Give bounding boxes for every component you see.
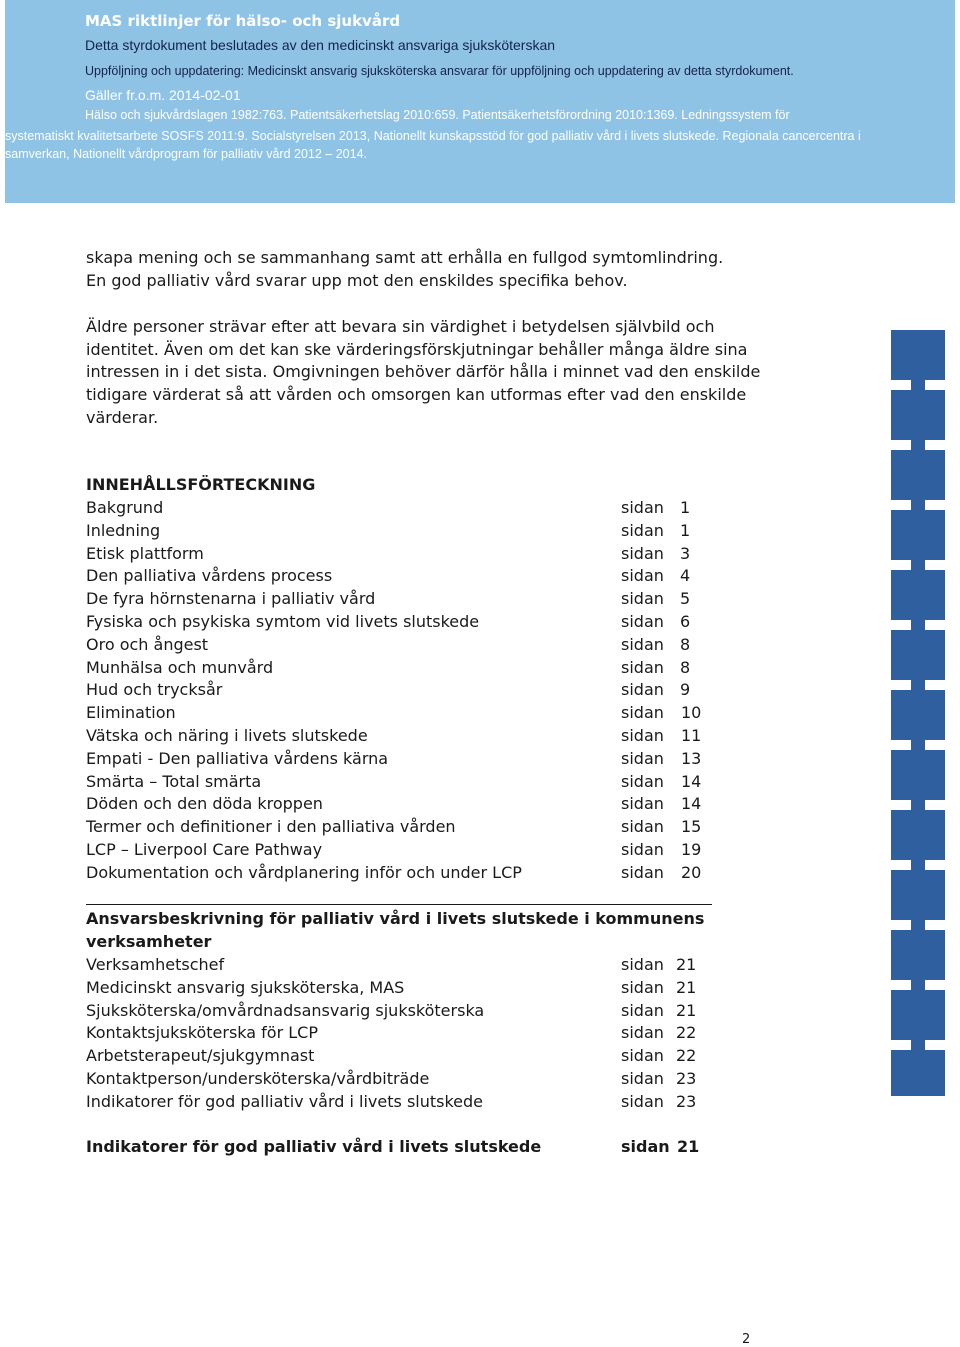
decoration-block	[891, 330, 945, 380]
toc-entry	[86, 1046, 726, 1068]
entry-page: 13	[681, 748, 702, 768]
entry-sidan: sidan	[621, 977, 664, 997]
intro-line: tidigare värderat så att vården och omsorgen kan utformas efter vad den enskilde	[86, 385, 747, 404]
intro-line: värderar.	[86, 408, 159, 427]
header-title: MAS riktlinjer för hälso- och sjukvård	[85, 12, 401, 30]
entry-sidan: sidan	[621, 634, 664, 654]
toc-entry	[86, 703, 726, 725]
entry-title: Medicinskt ansvarig sjuksköterska, MAS	[86, 977, 405, 997]
entry-sidan: sidan	[621, 589, 664, 609]
toc-entry	[86, 1092, 726, 1114]
entry-page: 14	[681, 794, 702, 814]
entry-sidan: sidan	[621, 520, 664, 540]
entry-title: Vätska och näring i livets slutskede	[86, 726, 368, 745]
toc-entry	[86, 749, 726, 771]
decoration-block	[891, 930, 945, 980]
header-followup-line: Uppföljning och uppdatering: Medicinskt ansvarig sjuksköterska ansvarar för uppföljning och uppdatering av detta styrdokument.	[85, 64, 794, 78]
intro-line: En god palliativ vård svarar upp mot den enskildes specifika behov.	[86, 271, 628, 290]
entry-sidan: sidan	[621, 1069, 664, 1088]
entry-page: 23	[676, 1069, 697, 1088]
entry-page: 11	[681, 726, 702, 745]
entry-sidan: sidan	[621, 1137, 670, 1156]
toc-entry	[86, 794, 726, 816]
entry-sidan: sidan	[621, 612, 664, 631]
entry-page: 21	[676, 955, 697, 974]
entry-title: Empati - Den palliativa vårdens kärna	[86, 748, 389, 768]
intro-line: identitet. Även om det kan ske värderingsförskjutningar behåller många äldre sina	[86, 340, 748, 359]
entry-sidan: sidan	[621, 771, 664, 791]
entry-page: 22	[676, 1023, 697, 1043]
entry-title: Munhälsa och munvård	[86, 657, 274, 677]
entry-page: 15	[681, 817, 702, 837]
decoration-connector	[911, 920, 925, 930]
decoration-connector	[911, 380, 925, 390]
entry-page: 5	[680, 589, 691, 609]
entry-title: Elimination	[86, 703, 176, 723]
decoration-connector	[911, 560, 925, 570]
document-header	[5, 0, 955, 203]
toc-entry	[86, 612, 726, 634]
toc-entry	[86, 589, 726, 611]
toc-entry	[86, 521, 726, 543]
toc-entry	[86, 1069, 726, 1091]
toc-entry	[86, 544, 726, 566]
page-number: 2	[742, 1332, 751, 1347]
responsibility-heading-cont: verksamheter	[86, 932, 212, 951]
toc-entry	[86, 635, 726, 657]
entry-title: Indikatorer för god palliativ vård i livets slutskede	[86, 1091, 484, 1111]
entry-title: De fyra hörnstenarna i palliativ vård	[86, 589, 376, 609]
decoration-block	[891, 450, 945, 500]
toc-entry	[86, 1023, 726, 1045]
decoration-block	[891, 630, 945, 680]
decoration-block	[891, 510, 945, 560]
decoration-block	[891, 750, 945, 800]
toc-entry	[86, 566, 726, 588]
entry-page: 6	[680, 612, 691, 631]
toc-entry	[86, 680, 726, 702]
entry-page: 10	[681, 703, 702, 723]
toc-entry	[86, 817, 726, 839]
entry-title: Smärta – Total smärta	[86, 771, 262, 791]
entry-sidan: sidan	[621, 955, 664, 974]
entry-title: Indikatorer för god palliativ vård i livets slutskede	[86, 1137, 542, 1156]
entry-sidan: sidan	[621, 748, 664, 768]
decoration-connector	[911, 620, 925, 630]
intro-line: skapa mening och se sammanhang samt att erhålla en fullgod symtomlindring.	[86, 248, 724, 267]
entry-title: Bakgrund	[86, 498, 164, 517]
intro-line: Äldre personer strävar efter att bevara sin värdighet i betydelsen självbild och	[86, 317, 715, 336]
decoration-block	[891, 570, 945, 620]
toc-entry	[86, 978, 726, 1000]
decoration-blocks	[891, 330, 945, 1096]
entry-page: 21	[677, 1137, 700, 1156]
entry-title: LCP – Liverpool Care Pathway	[86, 840, 323, 859]
entry-sidan: sidan	[621, 1046, 664, 1066]
decoration-connector	[911, 740, 925, 750]
decoration-connector	[911, 980, 925, 990]
decoration-block	[891, 690, 945, 740]
decoration-block	[891, 810, 945, 860]
decoration-connector	[911, 500, 925, 510]
decoration-block	[891, 390, 945, 440]
entry-sidan: sidan	[621, 840, 664, 859]
entry-title: Fysiska och psykiska symtom vid livets slutskede	[86, 612, 480, 631]
decoration-block	[891, 990, 945, 1040]
decoration-block	[891, 1050, 945, 1096]
entry-title: Arbetsterapeut/sjukgymnast	[86, 1046, 315, 1066]
toc-entry	[86, 772, 726, 794]
entry-title: Kontaktperson/undersköterska/vårdbiträde	[86, 1069, 430, 1088]
header-references-line-2: systematiskt kvalitetsarbete SOSFS 2011:9. Socialstyrelsen 2013, Nationellt kunskapsstöd för god palliativ vård i livets slutskede. Regionala cancercentra i	[5, 129, 861, 143]
entry-page: 4	[680, 566, 691, 586]
entry-title: Döden och den döda kroppen	[86, 794, 323, 814]
entry-title: Sjuksköterska/omvårdnadsansvarig sjuksköterska	[86, 1000, 485, 1020]
entry-sidan: sidan	[621, 498, 664, 517]
decoration-block	[891, 870, 945, 920]
entry-page: 14	[681, 771, 702, 791]
toc-entry	[86, 658, 726, 680]
entry-page: 8	[680, 634, 691, 654]
entry-sidan: sidan	[621, 817, 664, 837]
entry-title: Termer och definitioner i den palliativa vården	[86, 817, 456, 837]
entry-title: Den palliativa vårdens process	[86, 566, 333, 586]
entry-page: 1	[680, 520, 691, 540]
decoration-connector	[911, 860, 925, 870]
header-references-line-3: samverkan, Nationellt vårdprogram för palliativ vård 2012 – 2014.	[5, 147, 367, 161]
entry-title: Etisk plattform	[86, 543, 204, 563]
decoration-connector	[911, 440, 925, 450]
intro-line: intressen in i det sista. Omgivningen behöver därför hålla i minnet vad den enskilde	[86, 362, 761, 381]
entry-title: Inledning	[86, 520, 161, 540]
decoration-connector	[911, 800, 925, 810]
entry-page: 23	[676, 1091, 697, 1111]
entry-sidan: sidan	[621, 1023, 664, 1043]
indicator-entry	[86, 1137, 726, 1159]
entry-page: 22	[676, 1046, 697, 1066]
toc-entry	[86, 726, 726, 748]
entry-page: 19	[681, 840, 702, 859]
entry-page: 1	[680, 498, 691, 517]
header-decision-line: Detta styrdokument beslutades av den medicinskt ansvariga sjuksköterskan	[85, 37, 556, 53]
entry-page: 3	[680, 543, 691, 563]
section-divider	[86, 904, 712, 905]
responsibility-heading: Ansvarsbeskrivning för palliativ vård i livets slutskede i kommunens	[86, 909, 705, 928]
header-valid-from: Gäller fr.o.m. 2014-02-01	[85, 87, 241, 103]
decoration-connector	[911, 1040, 925, 1050]
toc-entry	[86, 1001, 726, 1023]
entry-page: 21	[676, 1000, 697, 1020]
entry-title: Verksamhetschef	[86, 955, 225, 974]
entry-sidan: sidan	[621, 703, 664, 723]
toc-heading: INNEHÅLLSFÖRTECKNING	[86, 475, 316, 494]
entry-page: 9	[680, 680, 691, 700]
entry-page: 20	[681, 862, 702, 882]
entry-title: Oro och ångest	[86, 634, 209, 654]
entry-page: 8	[680, 657, 691, 677]
header-references-line-1: Hälso och sjukvårdslagen 1982:763. Patientsäkerhetslag 2010:659. Patientsäkerhetsförordning 2010:1369. Ledningssystem för	[85, 108, 790, 122]
entry-sidan: sidan	[621, 794, 664, 814]
entry-sidan: sidan	[621, 862, 664, 882]
toc-entry	[86, 498, 726, 520]
side-decoration	[891, 330, 945, 1096]
entry-sidan: sidan	[621, 657, 664, 677]
entry-sidan: sidan	[621, 1000, 664, 1020]
entry-sidan: sidan	[621, 680, 664, 700]
entry-page: 21	[676, 977, 697, 997]
decoration-connector	[911, 680, 925, 690]
toc-entry	[86, 840, 726, 862]
entry-title: Hud och trycksår	[86, 680, 223, 700]
toc-entry	[86, 863, 726, 885]
toc-entry	[86, 955, 726, 977]
entry-sidan: sidan	[621, 543, 664, 563]
entry-sidan: sidan	[621, 566, 664, 586]
entry-title: Kontaktsjuksköterska för LCP	[86, 1023, 318, 1043]
entry-sidan: sidan	[621, 1091, 664, 1111]
entry-sidan: sidan	[621, 726, 664, 745]
entry-title: Dokumentation och vårdplanering inför och under LCP	[86, 862, 522, 882]
